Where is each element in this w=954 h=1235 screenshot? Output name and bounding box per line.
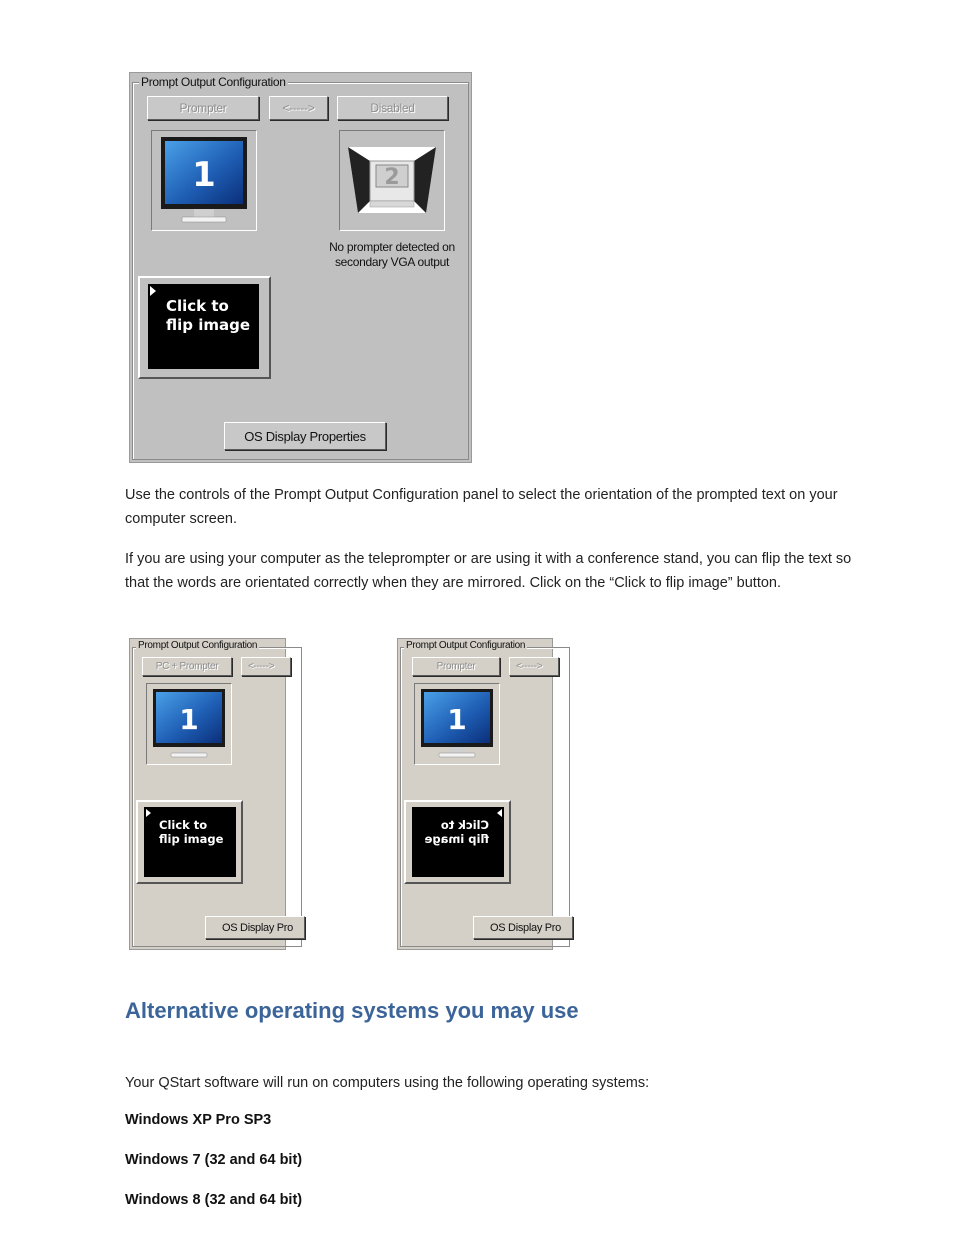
prompt-output-config-screenshot-main [129, 72, 472, 463]
paragraph-orientation: Use the controls of the Prompt Output Configuration panel to select the orientation of the prompted text on your computer screen. [125, 487, 838, 527]
groupbox-legend: Prompt Output Configuration [406, 640, 526, 651]
os-intro-text: Your QStart software will run on computers using the following operating systems: [125, 1075, 650, 1091]
os-display-properties-button[interactable]: OS Display Pro [473, 916, 573, 939]
flip-label-line-1: Click to [159, 818, 208, 832]
click-to-flip-image-button-mirrored[interactable] [404, 800, 511, 884]
monitor-number: 1 [179, 703, 199, 736]
flip-label-line-2: flip image [159, 832, 224, 847]
play-triangle-icon [497, 809, 502, 817]
monitor-number: 2 [384, 165, 400, 190]
flip-label-line-1: Click to [166, 297, 229, 315]
monitor-number: 1 [192, 155, 216, 195]
click-to-flip-image-button[interactable] [138, 276, 271, 379]
prompter-button[interactable]: Prompter [412, 657, 500, 676]
monitor-number: 1 [447, 703, 467, 736]
swap-arrow-button[interactable]: <-----> [241, 657, 291, 676]
groupbox-legend: Prompt Output Configuration [141, 75, 286, 89]
flip-button-face [144, 807, 236, 877]
monitor-1-box[interactable] [151, 130, 257, 231]
monitor-icon [152, 131, 256, 230]
flip-button-face-mirrored [412, 807, 504, 877]
note-line-2: secondary VGA output [334, 255, 450, 269]
section-heading: Alternative operating systems you may use [125, 998, 579, 1023]
os-display-properties-button[interactable]: OS Display Pro [205, 916, 305, 939]
monitor-icon [415, 684, 499, 764]
click-to-flip-image-button[interactable] [136, 800, 243, 884]
os-item: Windows 7 (32 and 64 bit) [125, 1152, 303, 1168]
os-display-properties-button[interactable]: OS Display Properties [224, 422, 386, 450]
monitor-1-box[interactable] [414, 683, 500, 765]
prompter-monitor-icon [340, 131, 444, 230]
monitor-1-box[interactable] [146, 683, 232, 765]
prompter-button[interactable]: Prompter [147, 96, 259, 120]
flip-label-line-2: flip image [166, 315, 251, 334]
flip-label-line-2: flip image [424, 832, 489, 847]
prompt-output-config-screenshot-flipped [397, 638, 561, 950]
os-item: Windows XP Pro SP3 [125, 1112, 272, 1128]
monitor-2-box[interactable] [339, 130, 445, 231]
groupbox-legend: Prompt Output Configuration [138, 640, 258, 651]
flip-button-face [148, 284, 259, 369]
prompt-output-config-screenshot-normal [129, 638, 293, 950]
swap-arrow-button[interactable]: <-----> [509, 657, 559, 676]
paragraph-flip: If you are using your computer as the teleprompter or are using it with a conference stand, you can flip the text so that the words are orientated correctly when they are mirrored. Click on the “Click to flip image” button. [125, 551, 852, 591]
play-triangle-icon [150, 286, 156, 296]
note-line-1: No prompter detected on [329, 240, 455, 254]
os-item: Windows 8 (32 and 64 bit) [125, 1192, 303, 1208]
swap-arrow-button[interactable]: <-----> [269, 96, 328, 120]
no-prompter-note [316, 240, 468, 270]
disabled-button[interactable]: Disabled [337, 96, 448, 120]
flip-label-line-1: Click to [440, 818, 489, 832]
monitor-icon [147, 684, 231, 764]
play-triangle-icon [146, 809, 151, 817]
pc-prompter-button[interactable]: PC + Prompter [142, 657, 232, 676]
